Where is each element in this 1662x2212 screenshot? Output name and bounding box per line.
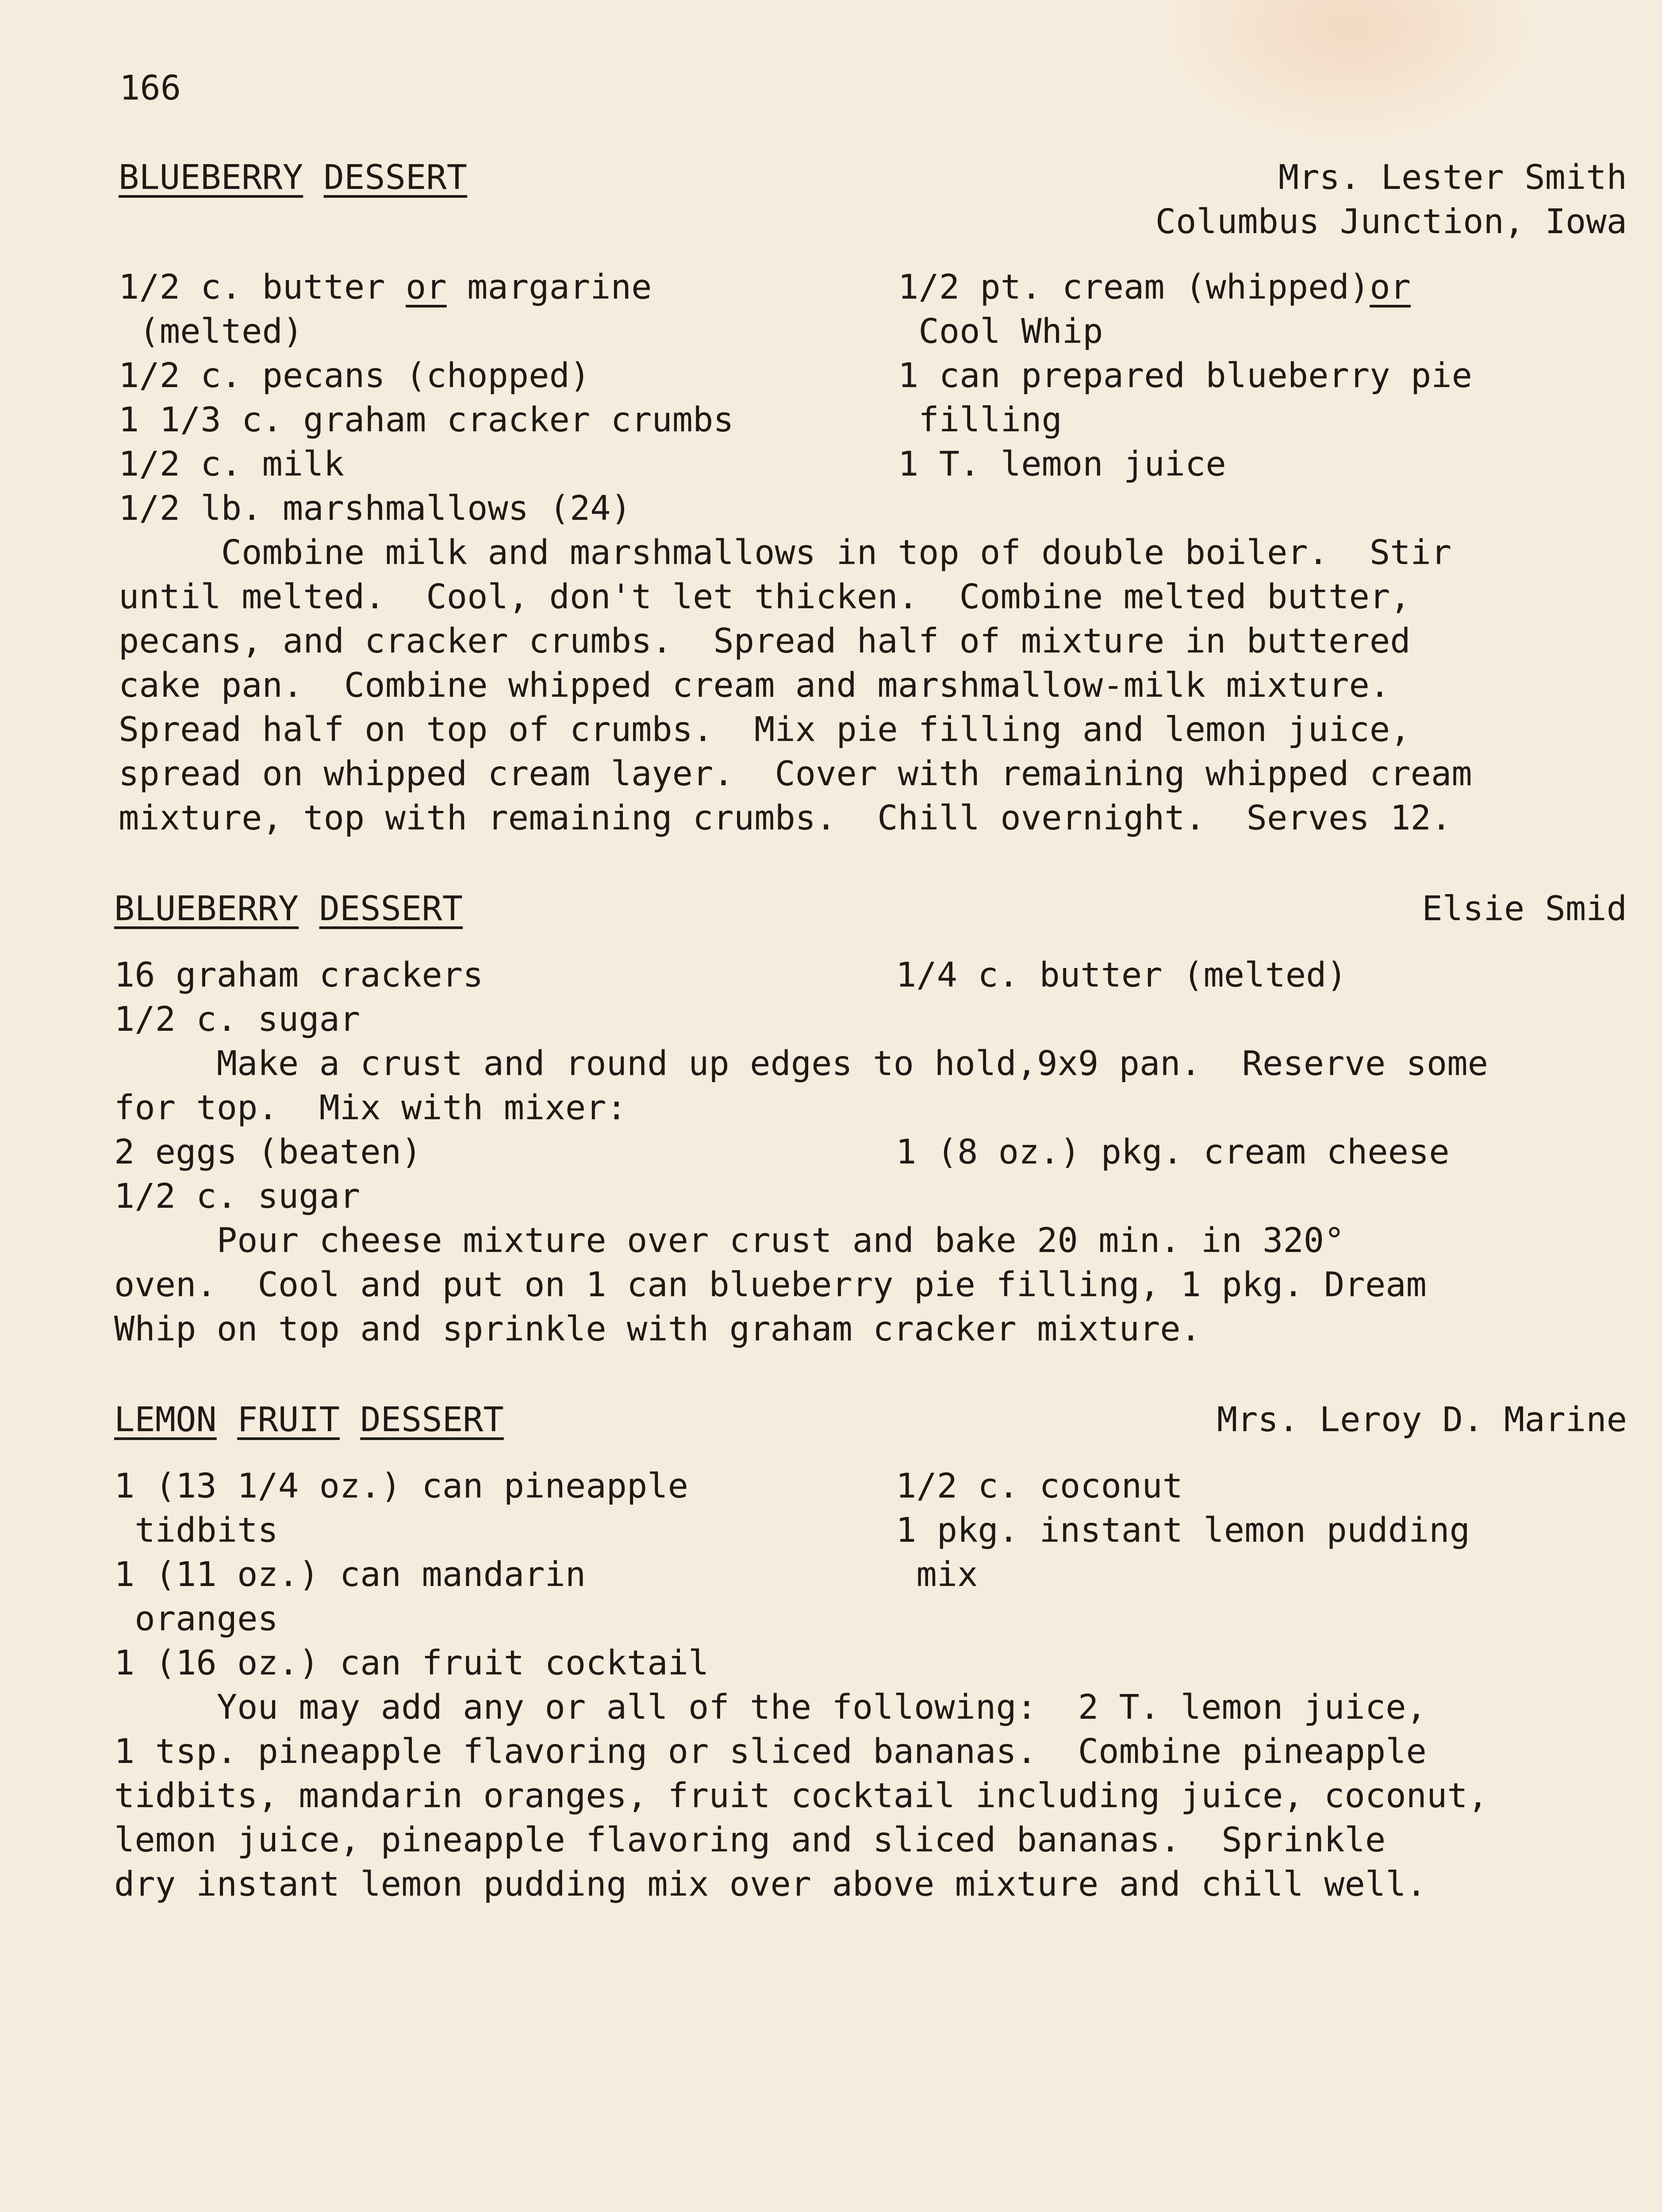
ingredient-line: 1 1/3 c. graham cracker crumbs <box>119 400 734 440</box>
ingredient-line: 1 can prepared blueberry pie <box>898 356 1473 396</box>
ingredient-line: 1/2 c. coconut <box>896 1467 1183 1506</box>
ingredient-line: 1 (8 oz.) pkg. cream cheese <box>896 1133 1450 1172</box>
ingredient-line: Cool Whip <box>898 312 1103 351</box>
ingredient-line: 1/2 c. sugar <box>114 1000 361 1039</box>
instruction-line: Spread half on top of crumbs. Mix pie filling and lemon juice, <box>119 710 1411 749</box>
recipe-location: Columbus Junction, Iowa <box>1155 202 1627 242</box>
ingredient-line: 1 T. lemon juice <box>898 445 1226 484</box>
instruction-line: dry instant lemon pudding mix over above mixture and chill well. <box>114 1865 1427 1904</box>
instruction-line: 1 tsp. pineapple flavoring or sliced bananas. Combine pineapple <box>114 1732 1427 1771</box>
instruction-line: oven. Cool and put on 1 can blueberry pie filling, 1 pkg. Dream <box>114 1265 1427 1305</box>
recipe-author: Mrs. Lester Smith <box>1278 158 1627 197</box>
instruction-line: cake pan. Combine whipped cream and marshmallow-milk mixture. <box>119 666 1390 705</box>
instruction-line: pecans, and cracker crumbs. Spread half of mixture in buttered <box>119 622 1411 661</box>
ingredient-line: 1 (13 1/4 oz.) can pineapple <box>114 1467 689 1506</box>
ingredient-line: 1/2 pt. cream (whipped)or <box>898 268 1411 307</box>
ingredient-line: oranges <box>114 1599 278 1639</box>
ingredient-line: 1 pkg. instant lemon pudding <box>896 1511 1470 1550</box>
recipe-title: BLUEBERRY DESSERT <box>119 158 468 197</box>
recipe-title: LEMON FRUIT DESSERT <box>114 1400 504 1440</box>
ingredient-line: (melted) <box>119 312 303 351</box>
ingredient-line: 1/2 c. sugar <box>114 1177 361 1216</box>
instruction-line: Make a crust and round up edges to hold,9x9 pan. Reserve some <box>114 1044 1488 1083</box>
instruction-line: until melted. Cool, don't let thicken. Combine melted butter, <box>119 577 1411 617</box>
recipe-author: Mrs. Leroy D. Marine <box>1217 1400 1627 1440</box>
page-number: 166 <box>119 69 181 108</box>
instruction-line: tidbits, mandarin oranges, fruit cocktail including juice, coconut, <box>114 1776 1488 1816</box>
ingredient-line: 1/2 c. pecans (chopped) <box>119 356 591 396</box>
instruction-line: mixture, top with remaining crumbs. Chill overnight. Serves 12. <box>119 799 1452 838</box>
ingredient-line: 1/2 c. butter or margarine <box>119 268 652 307</box>
ingredient-line: 1 (16 oz.) can fruit cocktail <box>114 1644 709 1683</box>
instruction-line: Pour cheese mixture over crust and bake 20 min. in 320° <box>114 1221 1345 1260</box>
recipe-author: Elsie Smid <box>1422 889 1627 929</box>
ingredient-line: 1/2 c. milk <box>119 445 344 484</box>
ingredient-line: 2 eggs (beaten) <box>114 1133 422 1172</box>
instruction-line: for top. Mix with mixer: <box>114 1088 627 1128</box>
ingredient-line: tidbits <box>114 1511 278 1550</box>
instruction-line: spread on whipped cream layer. Cover with remaining whipped cream <box>119 754 1472 794</box>
ingredient-line: 16 graham crackers <box>114 956 484 995</box>
ingredient-line: 1/2 lb. marshmallows (24) <box>119 489 631 528</box>
instruction-line: You may add any or all of the following: 2 T. lemon juice, <box>114 1688 1427 1727</box>
recipe-title: BLUEBERRY DESSERT <box>114 889 463 929</box>
instruction-line: lemon juice, pineapple flavoring and sliced bananas. Sprinkle <box>114 1820 1386 1860</box>
instruction-line: Whip on top and sprinkle with graham cracker mixture. <box>114 1310 1201 1349</box>
ingredient-line: filling <box>898 400 1062 440</box>
instruction-line: Combine milk and marshmallows in top of double boiler. Stir <box>119 533 1452 572</box>
ingredient-line: 1/4 c. butter (melted) <box>896 956 1347 995</box>
ingredient-line: 1 (11 oz.) can mandarin <box>114 1555 586 1594</box>
ingredient-line: mix <box>896 1555 978 1594</box>
